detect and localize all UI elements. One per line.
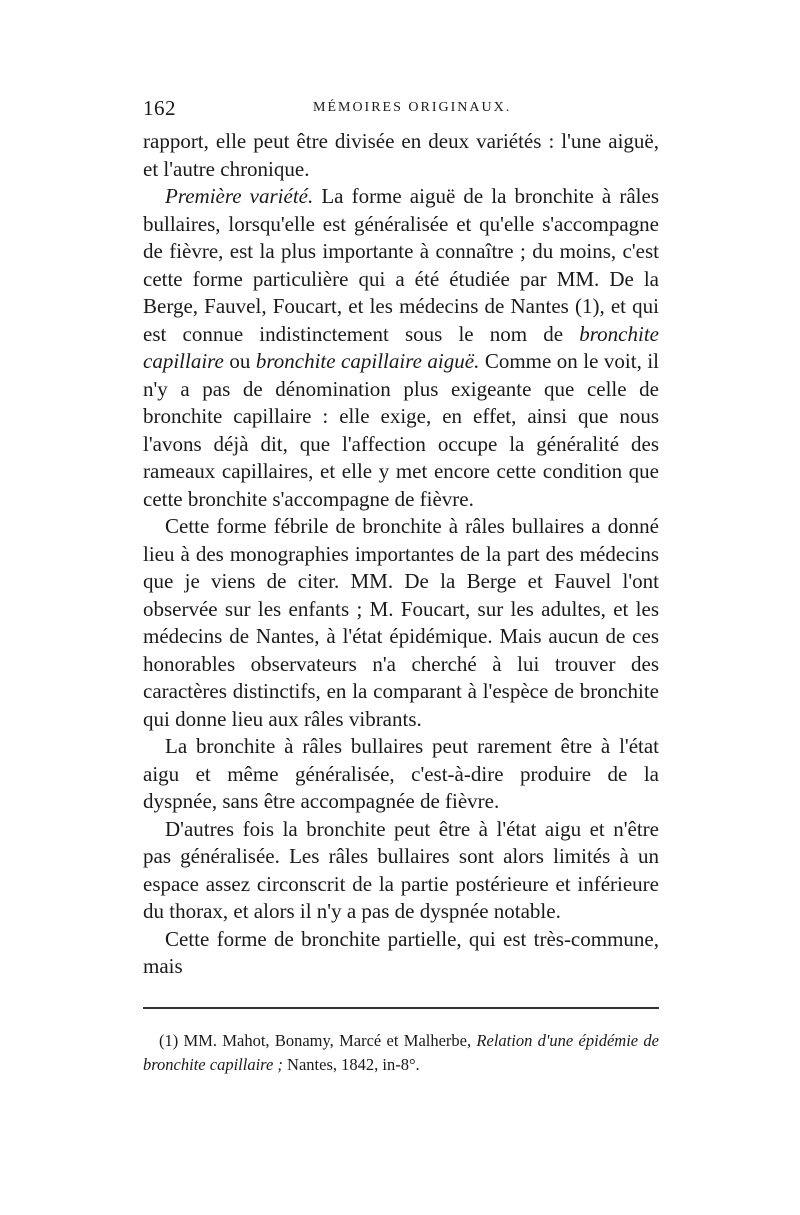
paragraph-2 bbox=[143, 183, 659, 513]
paragraph-5 bbox=[143, 816, 659, 926]
paragraph-6 bbox=[143, 926, 659, 981]
paragraph-3 bbox=[143, 513, 659, 733]
footnote-title: Relation d'une épidémie de bronchite capillaire ; bbox=[143, 1030, 659, 1074]
page-number: 162 bbox=[143, 96, 176, 120]
term-bronchite-capillaire-aigue: bronchite capillaire aiguë. bbox=[255, 349, 480, 373]
footnote-text-b: Nantes, 1842, in-8°. bbox=[282, 1054, 420, 1074]
paragraph-5-text: D'autres fois la bronchite peut être à l'état aigu et n'être pas généralisée. Les râles bullaires sont alors limités à un espace assez circonscrit de la partie postérieure et inférieure du thorax, et alors il n'y a pas de dyspnée notable. bbox=[143, 816, 659, 923]
paragraph-1 bbox=[143, 128, 659, 183]
paragraph-3-text: Cette forme fébrile de bronchite à râles bullaires a donné lieu à des monographies importantes de la part des médecins que je viens de citer. MM. De la Berge et Fauvel l'ont observée sur les enfants ; M. Foucart, sur les adultes, et les médecins de Nantes, à l'état épidémique. Mais aucun de ces honorables observateurs n'a cherché à lui trouver des caractères distinctifs, en la comparant à l'espèce de bronchite qui donne lieu aux râles vibrants. bbox=[143, 514, 659, 731]
paragraph-6-text: Cette forme de bronchite partielle, qui est très-commune, mais bbox=[143, 926, 659, 978]
footnote bbox=[143, 1029, 659, 1077]
paragraph-4 bbox=[143, 733, 659, 816]
section-heading: Première variété. bbox=[165, 184, 314, 208]
running-head bbox=[143, 94, 659, 128]
book-page bbox=[143, 94, 659, 1077]
paragraph-2-text-c: Comme on le voit, il n'y a pas de dénomination plus exigeante que celle de bronchite capillaire : elle exige, en effet, ainsi que nous l'avons déjà dit, que l'affection occupe la généralité des rameaux capillaires, et elle y met encore cette condition que cette bronchite s'accompagne de fièvre. bbox=[143, 349, 660, 511]
running-title: MÉMOIRES ORIGINAUX. bbox=[313, 100, 512, 115]
paragraph-4-text: La bronchite à râles bullaires peut rarement être à l'état aigu et même généralisée, c'est-à-dire produire de la dyspnée, sans être accompagnée de fièvre. bbox=[143, 734, 659, 813]
footnote-text-a: (1) MM. Mahot, Bonamy, Marcé et Malherbe, bbox=[159, 1030, 477, 1050]
footnote-divider bbox=[143, 1007, 659, 1009]
term-bronchite-capillaire: bronchite capillaire bbox=[143, 321, 659, 373]
body-text bbox=[143, 128, 659, 981]
paragraph-2-text-a: La forme aiguë de la bronchite à râles bullaires, lorsqu'elle est généralisée et qu'elle s'accompagne de fièvre, est la plus importante à connaître ; du moins, c'est cette forme particulière qui a été étudiée par MM. De la Berge, Fauvel, Foucart, et les médecins de Nantes (1), et qui est connue indistinctement sous le nom de bbox=[143, 184, 659, 346]
paragraph-1-text: rapport, elle peut être divisée en deux variétés : l'une aiguë, et l'autre chronique. bbox=[143, 129, 659, 181]
paragraph-2-text-b: ou bbox=[223, 349, 256, 373]
